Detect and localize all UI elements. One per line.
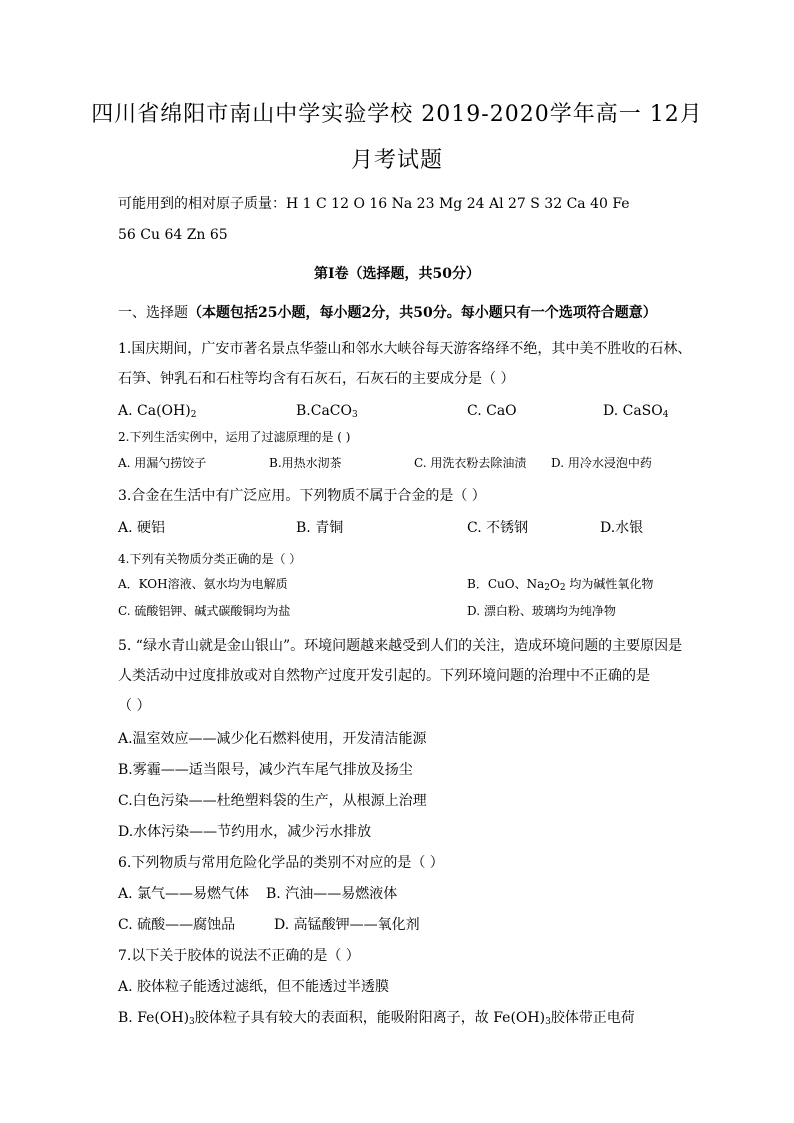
q6-stem: 6.下列物质与常用危险化学品的类别不对应的是（ ） [118,855,444,871]
q3-option-d: D.水银 [600,520,644,536]
q7-option-a: A. 胶体粒子能透过滤纸，但不能透过半透膜 [118,979,390,995]
q5-option-d: D.水体污染——节约用水，减少污水排放 [118,824,372,840]
q2-option-c: C. 用洗衣粉去除油渍 [414,456,527,470]
q4-option-c: C. 硫酸铝钾、碱式碳酸铜均为盐 [118,604,291,618]
q3-option-c: C. 不锈钢 [467,520,529,536]
q1-option-b: B.CaCO$_3$ [296,403,358,420]
q4-option-b: B．CuO、$Na_2O_2$ 均为碱性氧化物 [467,577,654,593]
atomic-masses-line-1: 可能用到的相对原子质量：H 1 C 12 O 16 Na 23 Mg 24 Al 27 S 32 Ca 40 Fe [118,196,630,212]
q1-option-c: C. CaO [467,403,517,419]
q5-option-b: B.雾霾——适当限号，减少汽车尾气排放及扬尘 [118,762,413,778]
q5-stem-line-1: 5. “绿水青山就是金山银山”。环境问题越来越受到人们的关注，造成环境问题的主要原因是 [118,638,683,654]
q6-option-b: B. 汽油——易燃液体 [266,886,398,902]
q1-option-a: A. $Ca(OH)_2$ [118,403,197,420]
q3-option-a: A. 硬铝 [118,520,166,536]
q4-option-d: D. 漂白粉、玻璃均为纯净物 [467,604,616,618]
q4-stem: 4.下列有关物质分类正确的是（ ） [118,552,302,566]
q1-stem-line-1: 1.国庆期间，广安市著名景点华蓥山和邻水大峡谷每天游客络绎不绝，其中美不胜收的石林、 [118,341,692,357]
q2-option-a: A. 用漏勺捞饺子 [118,456,207,470]
q3-stem: 3.合金在生活中有广泛应用。下列物质不属于合金的是（ ） [118,488,486,504]
q6-option-c: C. 硫酸——腐蚀品 [118,917,236,933]
q6-option-a: A. 氯气——易燃气体 [118,886,250,902]
q5-stem-line-3: （ ） [118,698,151,714]
q1-option-d: D. CaSO$_4$ [603,403,669,420]
q5-option-a: A.温室效应——减少化石燃料使用，开发清洁能源 [118,731,427,747]
q4-option-a: A．KOH溶液、氨水均为电解质 [118,577,288,591]
q6-option-d: D. 高锰酸钾——氧化剂 [274,917,420,933]
section-instructions [118,304,657,322]
section-label: 一、选择题 [118,305,188,321]
q1-stem-line-2: 石笋、钟乳石和石柱等均含有石灰石，石灰石的主要成分是（ ） [118,371,515,387]
q7-stem: 7.以下关于胶体的说法不正确的是（ ） [118,948,360,964]
q2-stem: 2.下列生活实例中，运用了过滤原理的是 ( ) [118,430,351,444]
q5-option-c: C.白色污染——杜绝塑料袋的生产，从根源上治理 [118,793,427,809]
page-title-line-2: 月考试题 [350,148,443,173]
q3-option-b: B. 青铜 [296,520,344,536]
section-instruction-text: （本题包括25小题，每小题2分，共50分。每小题只有一个选项符合题意） [188,305,657,321]
q5-stem-line-2: 人类活动中过度排放或对自然物产过度开发引起的。下列环境问题的治理中不正确的是 [118,668,650,684]
q7-option-b: B. $Fe(OH)_3$胶体粒子具有较大的表面积，能吸附阳离子，故 $Fe(OH)_3$胶体带正电荷 [118,1010,635,1027]
page-title-line-1: 四川省绵阳市南山中学实验学校 2019-2020学年高一 12月 [91,102,703,127]
q2-option-b: B.用热水沏茶 [269,456,342,470]
atomic-masses-line-2: 56 Cu 64 Zn 65 [118,227,228,243]
q2-option-d: D. 用冷水浸泡中药 [551,456,652,470]
section-heading: 第Ⅰ卷（选择题，共50分） [313,266,481,282]
